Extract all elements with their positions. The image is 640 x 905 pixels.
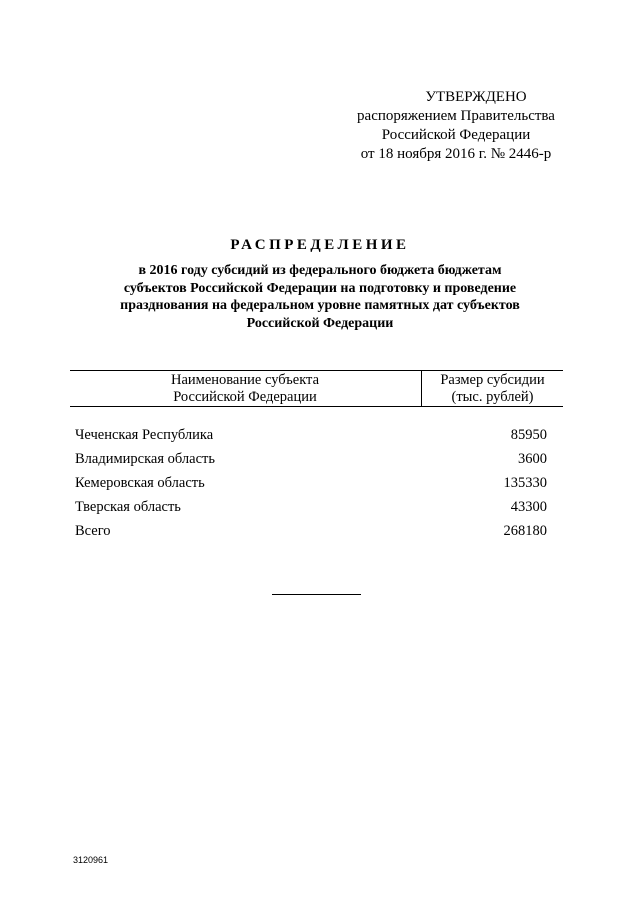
table-row-total [75,519,555,543]
row-subject-name: Всего [75,523,111,539]
table-top-rule [70,370,563,371]
row-subject-name: Тверская область [75,499,181,515]
table-header-amount-line-2: (тыс. рублей) [451,389,534,405]
approval-line-3: от 18 ноября 2016 г. № 2446-р [360,146,552,162]
row-subject-name: Кемеровская область [75,475,205,491]
row-subsidy-amount: 3600 [518,451,547,467]
approval-line-2: Российской Федерации [381,127,531,143]
table-header-amount-line-1: Размер субсидии [440,372,545,388]
table-row [75,495,555,519]
subheading-line-4: Российской Федерации [246,315,394,331]
table-header-bottom-rule [70,406,563,407]
subheading-line-1: в 2016 году субсидий из федерального бюджета бюджетам [138,263,502,278]
table-row [75,447,555,471]
table-row [75,471,555,495]
document-subheading [70,262,570,332]
row-subsidy-amount: 85950 [510,427,547,443]
document-heading: РАСПРЕДЕЛЕНИЕ [230,237,410,253]
subheading-line-3: празднования на федеральном уровне памятных дат субъектов [120,298,520,313]
table-header-subject-line-1: Наименование субъекта [170,372,320,388]
row-subject-name: Владимирская область [75,451,215,467]
row-subsidy-amount: 135330 [503,475,547,491]
table-header-subject-line-2: Российской Федерации [173,389,317,405]
table-row [75,423,555,447]
approval-title: УТВЕРЖДЕНО [425,89,527,105]
table-header-amount [422,372,563,406]
approval-block [330,88,582,164]
row-subject-name: Чеченская Республика [75,427,214,443]
table-body [75,423,555,543]
row-subsidy-amount: 43300 [510,499,547,515]
row-subsidy-amount: 268180 [503,523,547,539]
table-header-subject [70,372,420,406]
document-number: 3120961 [73,855,109,865]
end-of-document-rule [272,594,361,595]
subheading-line-2: субъектов Российской Федерации на подготовку и проведение [123,280,517,296]
approval-line-1: распоряжением Правительства [357,108,555,124]
